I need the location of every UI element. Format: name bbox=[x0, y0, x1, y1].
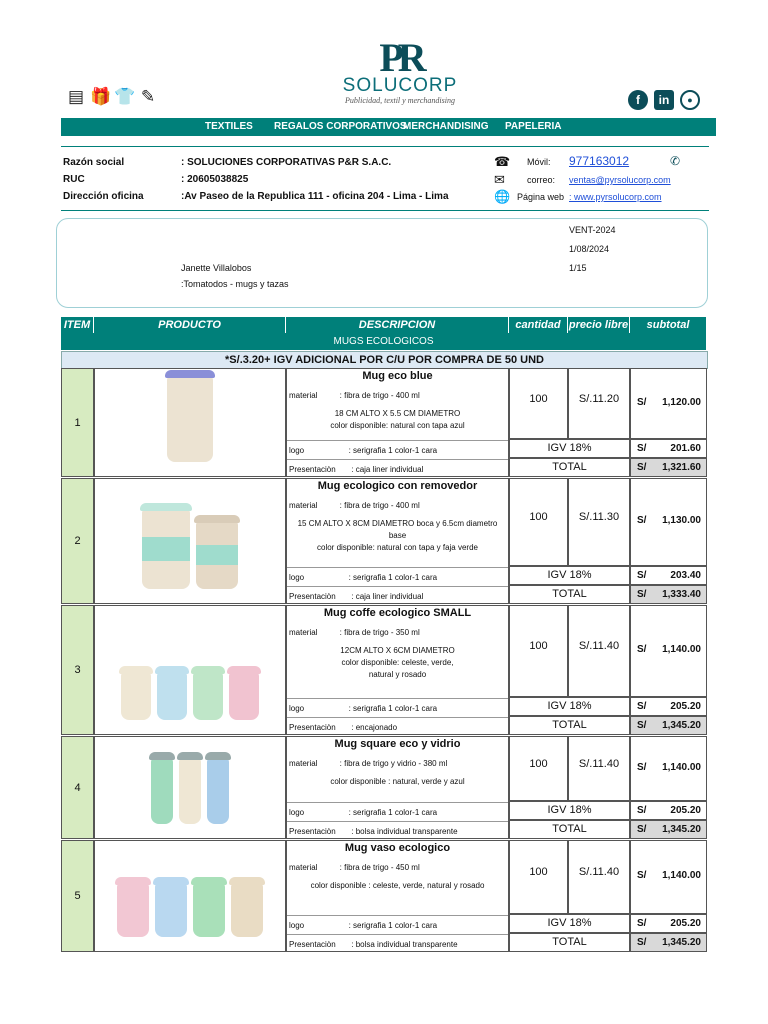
mug-illustration bbox=[196, 521, 238, 589]
item-number-cell bbox=[61, 478, 94, 604]
item-number: 5 bbox=[74, 890, 81, 902]
item-number: 1 bbox=[74, 416, 81, 429]
document-icon: ✎ bbox=[140, 87, 156, 106]
whatsapp-icon[interactable]: ✆ bbox=[670, 154, 681, 168]
label-ruc: RUC bbox=[63, 174, 85, 185]
currency-symbol: S/ bbox=[637, 824, 647, 835]
product-spec-line: material : fibra de trigo - 400 ml bbox=[289, 391, 420, 400]
web-label: Página web bbox=[517, 192, 565, 202]
mug-illustration bbox=[121, 672, 151, 720]
nav-item-papeleria[interactable]: PAPELERIA bbox=[505, 121, 562, 132]
currency-symbol: S/ bbox=[637, 515, 647, 526]
subtotal-value: 1,120.00 bbox=[662, 396, 701, 408]
currency-symbol: S/ bbox=[637, 396, 647, 408]
description-cell bbox=[286, 736, 509, 839]
product-spec-line: color disponible : celeste, verde, natural y rosado bbox=[310, 881, 485, 890]
total-value: 1,345.20 bbox=[662, 824, 701, 835]
label-direccion: Dirección oficina bbox=[63, 191, 144, 202]
currency-symbol: S/ bbox=[637, 701, 647, 712]
total-label: TOTAL bbox=[509, 458, 630, 477]
igv-value: 203.40 bbox=[670, 570, 701, 581]
currency-symbol: S/ bbox=[637, 720, 647, 731]
category-band: MUGS ECOLOGICOS bbox=[61, 333, 706, 350]
mug-lid bbox=[165, 370, 215, 378]
subtotal-cell bbox=[630, 736, 707, 801]
product-spec-line: natural y rosado bbox=[368, 670, 427, 679]
mug-illustration bbox=[167, 376, 213, 462]
total-cell bbox=[630, 458, 707, 477]
instagram-icon[interactable]: ● bbox=[680, 90, 700, 110]
quantity-value: 100 bbox=[509, 605, 568, 697]
presentation-spec: Presentaciòn : bolsa individual transparente bbox=[289, 827, 458, 836]
product-title: Mug coffe ecologico SMALL bbox=[323, 607, 472, 619]
subtotal-cell bbox=[630, 368, 707, 439]
presentation-spec: Presentaciòn : bolsa individual transparente bbox=[289, 940, 458, 949]
quote-code: VENT-2024 bbox=[569, 225, 616, 235]
col-cantidad: cantidad bbox=[509, 317, 567, 333]
presentation-spec: Presentaciòn : caja liner individual bbox=[289, 592, 424, 601]
product-title: Mug eco blue bbox=[362, 370, 433, 382]
mug-band bbox=[196, 545, 238, 565]
mug-lid bbox=[191, 877, 227, 885]
mug-band bbox=[142, 537, 190, 561]
globe-icon: 🌐 bbox=[494, 189, 511, 204]
mug-illustration bbox=[179, 758, 201, 824]
logo-spec: logo : serigrafia 1 color-1 cara bbox=[289, 921, 438, 930]
igv-cell bbox=[630, 914, 707, 933]
logo-mark: PR bbox=[379, 35, 421, 80]
presentation-spec: Presentaciòn : caja liner individual bbox=[289, 465, 424, 474]
correo-label: correo: bbox=[527, 175, 556, 185]
mug-illustration bbox=[117, 883, 149, 937]
product-image bbox=[95, 485, 285, 597]
subtotal-value: 1,140.00 bbox=[662, 644, 701, 655]
client-subject: :Tomatodos - mugs y tazas bbox=[181, 279, 289, 289]
facebook-icon[interactable]: f bbox=[628, 90, 648, 110]
unit-price-value: S/.11.40 bbox=[568, 840, 630, 914]
subtotal-value: 1,140.00 bbox=[662, 870, 701, 881]
row-divider bbox=[287, 586, 508, 587]
subtotal-cell bbox=[630, 840, 707, 914]
logo-spec: logo : serigrafia 1 color-1 cara bbox=[289, 573, 438, 582]
total-value: 1,345.20 bbox=[662, 720, 701, 731]
igv-label: IGV 18% bbox=[509, 439, 630, 458]
notepad-icon: ▤ bbox=[67, 87, 85, 106]
mug-illustration bbox=[229, 672, 259, 720]
igv-label: IGV 18% bbox=[509, 801, 630, 820]
label-razon: Razón social bbox=[63, 157, 125, 168]
igv-label: IGV 18% bbox=[509, 566, 630, 585]
currency-symbol: S/ bbox=[637, 443, 647, 454]
divider bbox=[61, 210, 709, 211]
value-razon: : SOLUCIONES CORPORATIVAS P&R S.A.C. bbox=[181, 157, 392, 168]
igv-value: 201.60 bbox=[670, 443, 701, 454]
presentation-spec: Presentaciòn : encajonado bbox=[289, 723, 398, 732]
movil-link[interactable]: 977163012 bbox=[569, 154, 630, 168]
currency-symbol: S/ bbox=[637, 462, 647, 473]
col-subtotal: subtotal bbox=[630, 317, 706, 333]
mug-illustration bbox=[151, 758, 173, 824]
product-spec-line: material : fibra de trigo - 350 ml bbox=[289, 628, 420, 637]
product-spec-line: material : fibra de trigo y vidrio - 380 ml bbox=[289, 759, 448, 768]
total-label: TOTAL bbox=[509, 716, 630, 735]
unit-price-value: S/.11.40 bbox=[568, 605, 630, 697]
item-number-cell bbox=[61, 368, 94, 477]
total-label: TOTAL bbox=[509, 585, 630, 604]
web-link[interactable]: : www.pyrsolucorp.com bbox=[569, 192, 662, 202]
total-value: 1,345.20 bbox=[662, 937, 701, 948]
row-divider bbox=[287, 567, 508, 568]
brand-logo bbox=[330, 35, 470, 105]
col-item: ITEM bbox=[61, 317, 93, 333]
brand-tagline: Publicidad, textil y merchandising bbox=[345, 96, 455, 105]
nav-item-regalos[interactable]: REGALOS CORPORATIVOS bbox=[274, 121, 407, 132]
product-image-cell bbox=[94, 478, 286, 604]
product-spec-line: 15 CM ALTO X 8CM DIAMETRO boca y 6.5cm diametro bbox=[297, 519, 498, 528]
mug-lid bbox=[153, 877, 189, 885]
description-cell bbox=[286, 605, 509, 735]
description-cell bbox=[286, 368, 509, 477]
quantity-value: 100 bbox=[509, 368, 568, 439]
product-spec-line: 12CM ALTO X 6CM DIAMETRO bbox=[340, 646, 455, 655]
email-icon: ✉ bbox=[494, 172, 505, 187]
subtotal-cell bbox=[630, 605, 707, 697]
item-number: 3 bbox=[74, 664, 81, 676]
product-title: Mug vaso ecologico bbox=[344, 842, 451, 854]
mug-lid bbox=[194, 515, 240, 523]
col-descripcion: DESCRIPCION bbox=[286, 317, 508, 333]
mug-lid bbox=[115, 877, 151, 885]
total-value: 1,333.40 bbox=[662, 589, 701, 600]
product-image bbox=[95, 375, 285, 470]
shirt-icon: 👕 bbox=[114, 87, 136, 106]
total-cell bbox=[630, 933, 707, 952]
gift-icon: 🎁 bbox=[90, 87, 112, 106]
product-image bbox=[95, 612, 285, 728]
unit-price-value: S/.11.40 bbox=[568, 736, 630, 801]
igv-value: 205.20 bbox=[670, 805, 701, 816]
brand-name: SOLUCORP bbox=[342, 75, 458, 96]
product-spec-line: material : fibra de trigo - 400 ml bbox=[289, 501, 420, 510]
product-image-cell bbox=[94, 368, 286, 477]
mug-lid bbox=[119, 666, 153, 674]
item-number-cell bbox=[61, 736, 94, 839]
mug-illustration bbox=[231, 883, 263, 937]
mug-illustration bbox=[155, 883, 187, 937]
nav-item-merchandising[interactable]: MERCHANDISING bbox=[403, 121, 489, 132]
quote-page: 1/15 bbox=[569, 263, 587, 273]
product-spec-line: color disponible: natural con tapa azul bbox=[330, 421, 465, 430]
igv-cell bbox=[630, 566, 707, 585]
mug-illustration bbox=[142, 509, 190, 589]
igv-label: IGV 18% bbox=[509, 697, 630, 716]
col-producto: PRODUCTO bbox=[94, 317, 285, 333]
currency-symbol: S/ bbox=[637, 870, 647, 881]
description-cell bbox=[286, 478, 509, 604]
product-image-cell bbox=[94, 605, 286, 735]
mug-lid bbox=[229, 877, 265, 885]
product-image bbox=[95, 743, 285, 832]
mug-illustration bbox=[207, 758, 229, 824]
quantity-value: 100 bbox=[509, 478, 568, 566]
currency-symbol: S/ bbox=[637, 805, 647, 816]
igv-cell bbox=[630, 439, 707, 458]
igv-cell bbox=[630, 697, 707, 716]
row-divider bbox=[287, 802, 508, 803]
currency-symbol: S/ bbox=[637, 589, 647, 600]
email-link[interactable]: ventas@pyrsolucorp.com bbox=[569, 175, 671, 185]
currency-symbol: S/ bbox=[637, 570, 647, 581]
total-cell bbox=[630, 820, 707, 839]
item-number-cell bbox=[61, 605, 94, 735]
currency-symbol: S/ bbox=[637, 937, 647, 948]
igv-value: 205.20 bbox=[670, 918, 701, 929]
igv-cell bbox=[630, 801, 707, 820]
phone-icon: ☎ bbox=[494, 154, 511, 169]
mug-lid bbox=[177, 752, 203, 760]
currency-symbol: S/ bbox=[637, 761, 647, 773]
mug-illustration bbox=[193, 672, 223, 720]
product-spec-line: 18 CM ALTO X 5.5 CM DIAMETRO bbox=[334, 409, 461, 418]
logo-spec: logo : serigrafia 1 color-1 cara bbox=[289, 704, 438, 713]
quote-date: 1/08/2024 bbox=[569, 244, 610, 254]
product-title: Mug ecologico con removedor bbox=[317, 480, 478, 492]
row-divider bbox=[287, 698, 508, 699]
value-direccion: :Av Paseo de la Republica 111 - oficina 204 - Lima - Lima bbox=[181, 191, 449, 202]
value-ruc: : 20605038825 bbox=[181, 174, 249, 185]
col-precio: precio libre bbox=[568, 319, 629, 331]
mug-illustration bbox=[193, 883, 225, 937]
mug-lid bbox=[155, 666, 189, 674]
price-notice: *S/.3.20+ IGV ADICIONAL POR C/U POR COMPRA DE 50 UND bbox=[61, 351, 708, 369]
currency-symbol: S/ bbox=[637, 644, 647, 655]
product-image-cell bbox=[94, 736, 286, 839]
nav-bar bbox=[61, 118, 716, 136]
client-name: Janette Villalobos bbox=[181, 263, 252, 273]
product-spec-line: base bbox=[388, 531, 407, 540]
total-cell bbox=[630, 585, 707, 604]
igv-label: IGV 18% bbox=[509, 914, 630, 933]
product-image bbox=[95, 847, 285, 945]
row-divider bbox=[287, 821, 508, 822]
item-number: 2 bbox=[74, 535, 81, 547]
mug-lid bbox=[205, 752, 231, 760]
mug-illustration bbox=[157, 672, 187, 720]
logo-spec: logo : serigrafia 1 color-1 cara bbox=[289, 446, 438, 455]
product-spec-line: color disponible : natural, verde y azul bbox=[330, 777, 465, 786]
currency-symbol: S/ bbox=[637, 918, 647, 929]
movil-label: Móvil: bbox=[527, 157, 551, 167]
product-spec-line: material : fibra de trigo - 450 ml bbox=[289, 863, 420, 872]
subtotal-value: 1,140.00 bbox=[662, 761, 701, 773]
mug-lid bbox=[191, 666, 225, 674]
row-divider bbox=[287, 934, 508, 935]
mug-lid bbox=[140, 503, 192, 511]
total-value: 1,321.60 bbox=[662, 462, 701, 473]
product-spec-line: color disponible: natural con tapa y faja verde bbox=[317, 543, 478, 552]
total-cell bbox=[630, 716, 707, 735]
item-number-cell bbox=[61, 840, 94, 952]
row-divider bbox=[287, 717, 508, 718]
quantity-value: 100 bbox=[509, 736, 568, 801]
description-cell bbox=[286, 840, 509, 952]
item-number: 4 bbox=[74, 781, 81, 794]
product-image-cell bbox=[94, 840, 286, 952]
product-spec-line: color disponible: celeste, verde, bbox=[341, 658, 454, 667]
row-divider bbox=[287, 915, 508, 916]
quantity-value: 100 bbox=[509, 840, 568, 914]
total-label: TOTAL bbox=[509, 933, 630, 952]
unit-price-value: S/.11.20 bbox=[568, 368, 630, 439]
row-divider bbox=[287, 440, 508, 441]
mug-lid bbox=[149, 752, 175, 760]
social-links bbox=[628, 90, 700, 110]
nav-item-textiles[interactable]: TEXTILES bbox=[205, 121, 253, 132]
subtotal-cell bbox=[630, 478, 707, 566]
divider bbox=[61, 146, 709, 147]
row-divider bbox=[287, 459, 508, 460]
header-icons bbox=[66, 86, 158, 108]
subtotal-value: 1,130.00 bbox=[662, 515, 701, 526]
product-title: Mug square eco y vidrio bbox=[334, 738, 461, 750]
unit-price-value: S/.11.30 bbox=[568, 478, 630, 566]
igv-value: 205.20 bbox=[670, 701, 701, 712]
mug-lid bbox=[227, 666, 261, 674]
linkedin-icon[interactable]: in bbox=[654, 90, 674, 110]
total-label: TOTAL bbox=[509, 820, 630, 839]
logo-spec: logo : serigrafia 1 color-1 cara bbox=[289, 808, 438, 817]
